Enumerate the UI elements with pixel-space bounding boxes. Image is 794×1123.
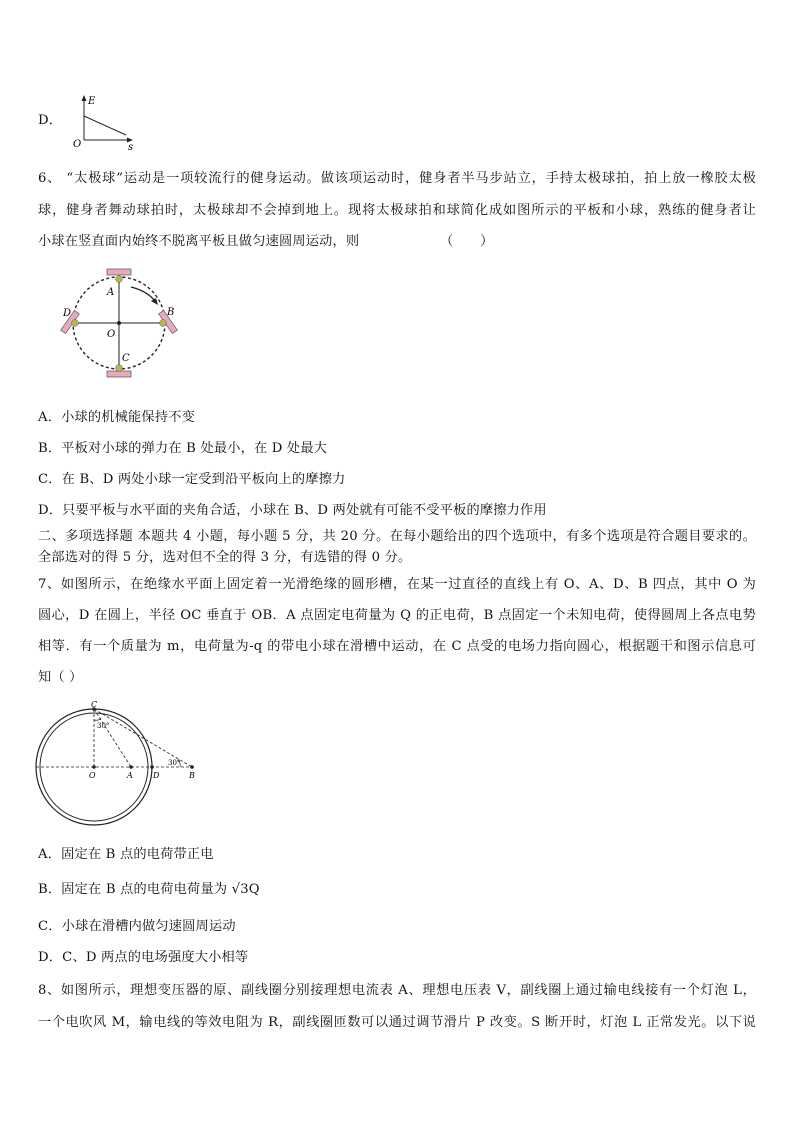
q6-answer-paren: （ ）	[440, 234, 494, 249]
q6-label-d: D	[63, 308, 72, 319]
q7-option-c: C．小球在滑槽内做匀速圆周运动	[38, 919, 236, 934]
q7-circular-track-figure	[36, 698, 201, 833]
q6-taiji-figure	[55, 265, 185, 385]
q6-option-d: D．只要平板与水平面的夹角合适，小球在 B、D 两处就有可能不受平板的摩擦力作用	[38, 503, 547, 518]
q6-stem-line2: 球，健身者舞动球拍时，太极球却不会掉到地上。现将太极球拍和球简化成如图所示的平板和小球，熟练的健身者让	[38, 203, 756, 218]
section2-instructions-line1: 二、多项选择题 本题共 4 小题，每小题 5 分，共 20 分。在每小题给出的四个选项中，有多个选项是符合题目要求的。	[38, 529, 756, 544]
graph-origin-label: O	[73, 139, 82, 150]
q7-label-o: O	[89, 771, 96, 780]
q6-label-c: C	[122, 353, 130, 364]
q6-stem-line1: 6、 “太极球”运动是一项较流行的健身运动。做该项运动时，健身者半马步站立，手持太极球拍，拍上放一橡胶太极	[38, 171, 756, 186]
q5-energy-graph	[68, 92, 138, 152]
q7-option-b: B．固定在 B 点的电荷电荷量为 √3Q	[38, 882, 260, 897]
q7-label-d: D	[153, 771, 160, 780]
q7-label-b: B	[189, 771, 195, 780]
q6-label-b: B	[167, 307, 175, 318]
q7-angle-b-label: 30°	[168, 759, 181, 767]
q7-label-a: A	[127, 771, 133, 780]
q8-stem-line2: 一个电吹风 M，输电线的等效电阻为 R，副线圈匝数可以通过调节滑片 P 改变。S 断开时，灯泡 L 正常发光。以下说	[38, 1015, 756, 1030]
q7-label-c: C	[91, 700, 98, 709]
q7-stem-line3: 相等．有一个质量为 m，电荷量为-q 的带电小球在滑槽中运动，在 C 点受的电场力指向圆心，根据题干和图示信息可	[38, 639, 756, 654]
graph-axis-y-label: E	[88, 96, 96, 107]
q7-stem-line1: 7、如图所示，在绝缘水平面上固定着一光滑绝缘的圆形槽，在某一过直径的直线上有 O、A、D、B 四点，其中 O 为	[38, 577, 756, 592]
q8-stem-line1: 8、如图所示，理想变压器的原、副线圈分别接理想电流表 A、理想电压表 V，副线圈上通过输电线接有一个灯泡 L，	[38, 983, 756, 998]
q7-option-a: A．固定在 B 点的电荷带正电	[38, 847, 214, 862]
graph-axis-x-label: s	[128, 142, 134, 153]
q6-stem-line3: 小球在竖直面内始终不脱离平板且做匀速圆周运动，则	[38, 234, 360, 249]
q6-label-o: O	[107, 329, 116, 340]
q7-stem-line2: 圆心，D 在圆上，半径 OC 垂直于 OB．A 点固定电荷量为 Q 的正电荷，B 点固定一个未知电荷，使得圆周上各点电势	[38, 608, 756, 623]
q6-option-c: C．在 B、D 两处小球一定受到沿平板向上的摩擦力	[38, 472, 346, 487]
q7-stem-line4: 知（ ）	[38, 670, 83, 685]
q7-angle-c-label: 30°	[97, 722, 110, 730]
q6-option-a: A．小球的机械能保持不变	[38, 410, 195, 425]
q6-label-a: A	[107, 287, 115, 298]
q5-option-d-label: D．	[38, 113, 63, 128]
q7-option-d: D．C、D 两点的电场强度大小相等	[38, 950, 249, 965]
section2-instructions-line2: 全部选对的得 5 分，选对但不全的得 3 分，有选错的得 0 分。	[38, 550, 412, 565]
q6-option-b: B．平板对小球的弹力在 B 处最小，在 D 处最大	[38, 441, 328, 456]
